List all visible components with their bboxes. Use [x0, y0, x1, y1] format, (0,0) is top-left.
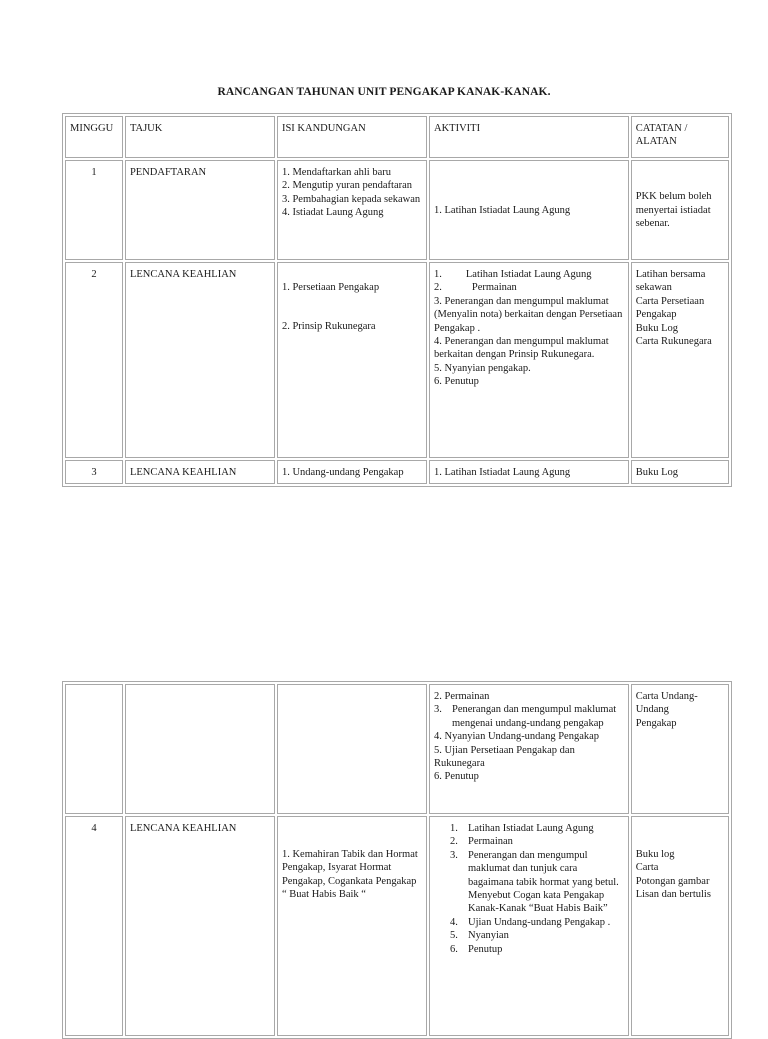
- catatan-cell: Carta Undang- Undang Pengakap: [631, 684, 729, 814]
- table-row: [65, 262, 729, 458]
- list-item: 3. Penerangan dan mengumpul maklumat dan tunjuk cara bagaimana tabik hormat yang betul. Menyebut Cogan kata Pengakap Kanak-Kanak “Buat Habis Baik”: [450, 849, 619, 915]
- minggu-cell: [65, 684, 123, 814]
- list-item: 1. Latihan Istiadat Laung Agung: [450, 823, 594, 834]
- minggu-cell: 4: [65, 816, 123, 1036]
- list-item: 5. Ujian Persetiaan Pengakap dan Rukunegara: [434, 744, 575, 770]
- table-row: [65, 460, 729, 484]
- aktiviti-cell: 1. Latihan Istiadat Laung Agung: [429, 160, 629, 260]
- plan-table-part-1: [62, 113, 732, 487]
- catatan-cell: Latihan bersama sekawan Carta Persetiaan Pengakap Buku Log Carta Rukunegara: [631, 262, 729, 458]
- isi-cell: 1. Persetiaan Pengakap 2. Prinsip Rukunegara: [277, 262, 427, 458]
- minggu-cell: 1: [65, 160, 123, 260]
- header-minggu: MINGGU: [65, 116, 123, 158]
- list-item: 6. Penutup: [450, 943, 503, 955]
- aktiviti-cell: 1. Latihan Istiadat Laung Agung: [429, 460, 629, 484]
- list-item: 3. Penerangan dan mengumpul maklumat (Menyalin nota) berkaitan dengan Persetiaan Pengakap .: [434, 295, 623, 334]
- table-row: [65, 160, 729, 260]
- tajuk-cell: LENCANA KEAHLIAN: [125, 816, 275, 1036]
- list-item: 6. Penutup: [434, 376, 479, 388]
- isi-cell: 1. Kemahiran Tabik dan Hormat Pengakap, Isyarat Hormat Pengakap, Cogankata Pengakap “ Buat Habis Baik “: [277, 816, 427, 1036]
- isi-cell: 1. Mendaftarkan ahli baru 2. Mengutip yuran pendaftaran 3. Pembahagian kepada sekawan 4. Istiadat Laung Agung: [277, 160, 427, 260]
- list-item: 2. Permainan: [450, 836, 513, 848]
- list-item: 4. Ujian Undang-undang Pengakap .: [450, 916, 611, 928]
- catatan-cell: Buku log Carta Potongan gambar Lisan dan bertulis: [631, 816, 729, 1036]
- tajuk-cell: [125, 684, 275, 814]
- header-aktiviti: AKTIVITI: [429, 116, 629, 158]
- list-item: 1. Latihan Istiadat Laung Agung: [434, 269, 592, 280]
- list-item: 2. Permainan: [434, 691, 490, 702]
- tajuk-cell: LENCANA KEAHLIAN: [125, 460, 275, 484]
- document-title: RANCANGAN TAHUNAN UNIT PENGAKAP KANAK-KANAK.: [217, 86, 551, 98]
- aktiviti-cell: [429, 816, 629, 1036]
- list-item: mengenai undang-undang pengakap: [452, 717, 604, 729]
- list-item: 5. Nyanyian: [450, 930, 509, 942]
- table-row: [65, 816, 729, 1036]
- header-tajuk: TAJUK: [125, 116, 275, 158]
- list-item: 4. Nyanyian Undang-undang Pengakap: [434, 731, 600, 743]
- table-header-row: [65, 116, 729, 158]
- list-item: 4. Penerangan dan mengumpul maklumat berkaitan dengan Prinsip Rukunegara.: [434, 336, 609, 361]
- list-item: 3. Penerangan dan mengumpul maklumat: [434, 704, 617, 716]
- catatan-cell: Buku Log: [631, 460, 729, 484]
- isi-cell: [277, 684, 427, 814]
- header-catatan-alatan: CATATAN / ALATAN: [631, 116, 729, 158]
- table-row: [65, 684, 729, 814]
- tajuk-cell: LENCANA KEAHLIAN: [125, 262, 275, 458]
- aktiviti-cell: [429, 684, 629, 814]
- tajuk-cell: PENDAFTARAN: [125, 160, 275, 260]
- list-item: 6. Penutup: [434, 771, 479, 783]
- header-isi-kandungan: ISI KANDUNGAN: [277, 116, 427, 158]
- isi-cell: 1. Undang-undang Pengakap: [277, 460, 427, 484]
- plan-table-part-2: [62, 681, 732, 1039]
- list-item: 2. Permainan: [434, 282, 517, 294]
- catatan-cell: PKK belum boleh menyertai istiadat sebenar.: [631, 160, 729, 260]
- minggu-cell: 2: [65, 262, 123, 458]
- list-item: 5. Nyanyian pengakap.: [434, 362, 531, 374]
- aktiviti-cell: [429, 262, 629, 458]
- minggu-cell: 3: [65, 460, 123, 484]
